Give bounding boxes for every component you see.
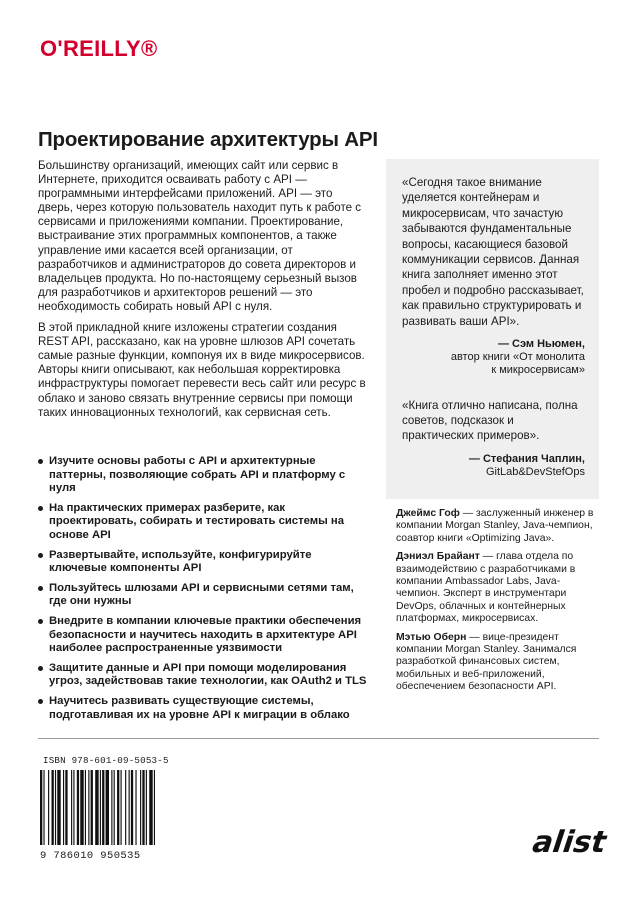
feature-item: Развертывайте, используйте, конфигурируйте ключевые компоненты API [38,549,368,576]
intro-text [38,159,368,427]
authors-section [396,508,601,700]
barcode-icon [40,770,200,845]
feature-item: Внедрите в компании ключевые практики обеспечения безопасности и научитесь находить в архитектуре API наиболее распространенные уязвимости [38,615,368,656]
intro-paragraph-2: В этой прикладной книге изложены стратегии создания REST API, рассказано, как на уровне шлюзов API сочетать самые разные функции, компонуя их в виде микросервисов. Авторы книги описывают, как небольшая корректировка инфраструктуры помогает перевести весь сайт или ресурс в облако и заново связать внутренние сервисы при помощи таких инновационных технологий, как сервисная сеть. [38,321,366,419]
author-bio: Мэтью Оберн — вице-президент компании Morgan Stanley. Занимался разработкой финансовых систем, мобильных и веб-приложений, обеспечением безопасности API. [396,631,577,693]
quote-attribution [402,453,585,479]
quote-text: «Книга отлично написана, полна советов, подсказок и практических примеров». [402,398,578,443]
quote-role: к микросервисам» [491,364,585,377]
alist-logo-icon [527,818,612,864]
intro-paragraph-1: Большинству организаций, имеющих сайт или сервис в Интернете, приходится осваивать работу с API — программными интерфейсами приложений. API — это дверь, через которую пользователь находит путь к работе с сервисами и приложениями компании. Проектирование, выстраивание этих программных компонентов, а также управление ими касается всей организации, от разработчиков и администраторов до совета директоров и владельцев продукта. Но по-настоящему серьезный вызов для разработчиков и архитекторов решений — это необходимость собирать новый API с нуля. [38,159,362,313]
oreilly-logo: O'REILLY® [40,36,158,61]
feature-item: На практических примерах разберите, как проектировать, собирать и тестировать системы на основе API [38,502,368,543]
bullet-icon [38,506,43,511]
author-name: Мэтью Оберн [396,631,467,643]
bullet-icon [38,619,43,624]
feature-item: Изучите основы работы с API и архитектурные паттерны, позволяющие собрать API и платформу с нуля [38,455,368,496]
alist-logo-text: alist [527,824,612,860]
author-name: Дэниэл Брайант [396,551,480,563]
bullet-icon [38,459,43,464]
bottom-divider [38,738,599,739]
feature-item: Научитесь развивать существующие системы, подготавливая их на уровне API к миграции в облако [38,695,368,722]
author-bio: Дэниэл Брайант — глава отдела по взаимодействию с разработчиками в компании Ambassador Labs, Java-чемпион. Эксперт в инструментари DevOps, облачных и контейнерных платформах, микросервисах. [396,551,576,625]
author-bio: Джеймс Гоф — заслуженный инженер в компании Morgan Stanley, Java-чемпион, соавтор книги «Optimizing Java». [396,508,594,544]
quote-attribution [402,338,585,378]
quote-role: автор книги «От монолита [450,351,585,364]
bullet-icon [38,586,43,591]
bullet-icon [38,553,43,558]
feature-item: Пользуйтесь шлюзами API и сервисными сетями там, где они нужны [38,582,368,609]
book-title: Проектирование архитектуры API [38,128,378,151]
quote-role: GitLab&DevStefOps [485,466,585,479]
feature-item: Защитите данные и API при помощи моделирования угроз, задействовав такие технологии, как OAuth2 и TLS [38,662,368,689]
quote-author: — Стефания Чаплин, [468,452,585,465]
quote-author: — Сэм Ньюмен, [497,338,585,351]
barcode-digits: 9 786010 950535 [40,850,141,862]
quotes-panel [386,159,599,499]
bullet-icon [38,699,43,704]
quote-text: «Сегодня такое внимание уделяется контейнерам и микросервисам, что зачастую забываются фундаментальные вопросы, касающиеся базовой коммуникации сервисов. Данная книга заполняет именно этот пробел и подробно рассказывает, как правильно структурировать и развивать ваши API». [402,176,584,328]
bullet-icon [38,666,43,671]
feature-list [38,455,368,728]
isbn-label: ISBN 978-601-09-5053-5 [43,755,169,766]
author-name: Джеймс Гоф [396,508,460,519]
